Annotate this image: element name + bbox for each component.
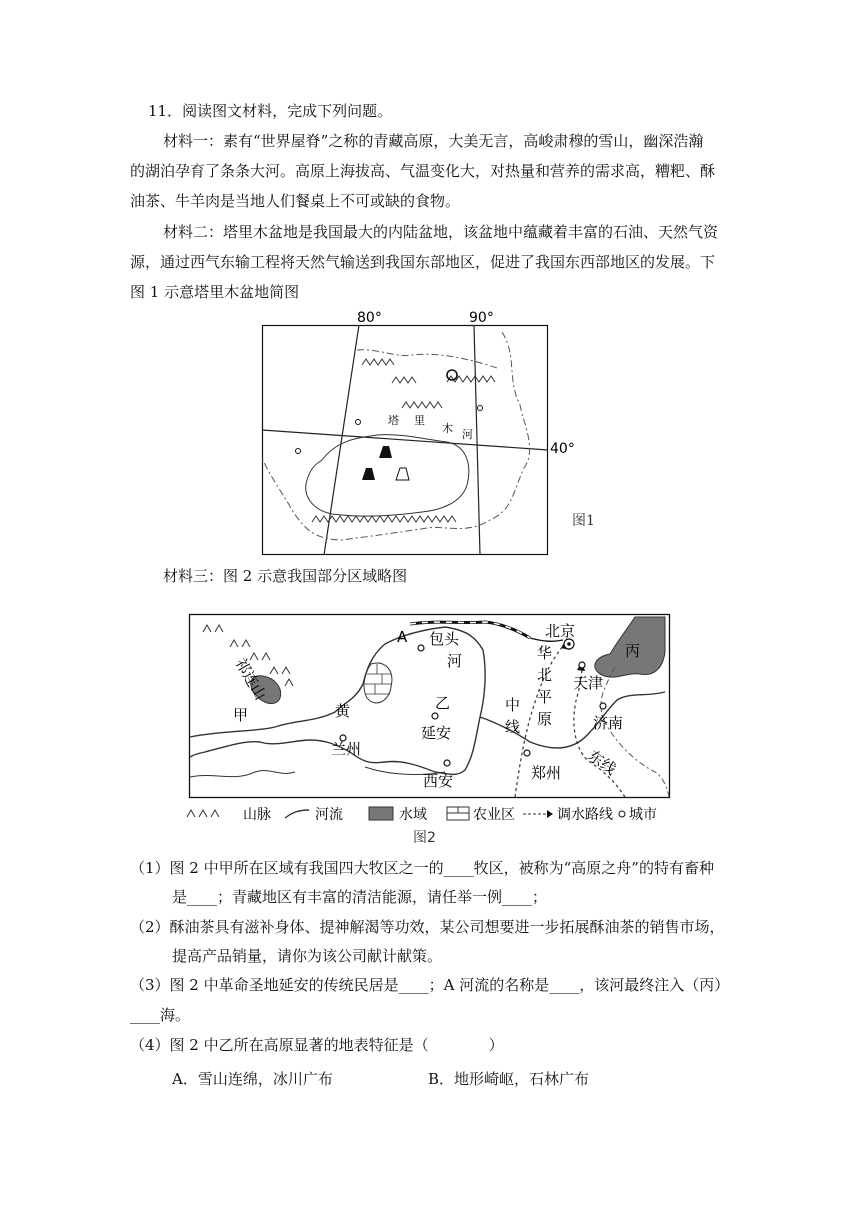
river-char-he: 河 <box>462 428 473 441</box>
label-yi: 乙 <box>435 694 451 712</box>
label-xian-city: 西安 <box>423 772 454 790</box>
label-hua: 华 <box>537 644 553 662</box>
material1-line2: 的湖泊孕育了条条大河。高原上海拔高、气温变化大，对热量和营养的需求高，糟粑、酥 <box>130 162 716 180</box>
river-char-ta: 塔 <box>388 414 399 427</box>
label-bei: 北 <box>537 666 553 684</box>
label-baotou: 包头 <box>429 630 460 648</box>
label-ping: 平 <box>537 688 553 706</box>
lon-90-label: 90° <box>469 310 494 326</box>
label-xian-line: 线 <box>505 718 521 736</box>
label-yuan: 原 <box>537 710 553 728</box>
label-huang: 黄 <box>335 702 351 720</box>
label-lanzhou: 兰州 <box>331 740 362 758</box>
label-he: 河 <box>447 652 463 670</box>
q1-line2: 是____；青藏地区有丰富的清洁能源，请任举一例____； <box>172 888 548 906</box>
figure1-tarim-map <box>262 310 575 555</box>
legend-city: 城市 <box>629 807 657 823</box>
figure2-caption: 图2 <box>413 830 436 846</box>
legend-mountain: 山脉 <box>243 807 271 823</box>
material1-line3: 油茶、牛羊肉是当地人们餐桌上不可或缺的食物。 <box>130 192 461 210</box>
legend-diversion: 调水路线 <box>557 807 613 823</box>
legend-farm: 农业区 <box>473 807 515 823</box>
label-jia: 甲 <box>233 706 249 724</box>
option-b: B．地形崎岖，石林广布 <box>428 1070 590 1088</box>
lon-80-label: 80° <box>357 310 382 326</box>
label-dongxian: 东线 <box>584 746 620 779</box>
label-tianjin: 天津 <box>573 674 604 692</box>
label-jinan: 济南 <box>593 714 624 732</box>
material2-line1: 材料二：塔里木盆地是我国最大的内陆盆地，该盆地中蕴藏着丰富的石油、天然气资 <box>163 223 719 241</box>
label-zhengzhou: 郑州 <box>531 764 562 782</box>
q4-line: （4）图 2 中乙所在高原显著的地表特征是（ ） <box>130 1036 504 1054</box>
material1-line1: 材料一：素有“世界屋脊”之称的青藏高原，大美无言，高峻肃穆的雪山，幽深浩瀚 <box>163 132 704 150</box>
figure2-region-map <box>185 612 680 850</box>
lat-40-label: 40° <box>550 441 575 457</box>
question-number-line: 11．阅读图文材料，完成下列问题。 <box>148 102 393 120</box>
label-yanan: 延安 <box>421 724 452 742</box>
q3-line1: （3）图 2 中革命圣地延安的传统民居是____；A 河流的名称是____，该河最终注入（丙） <box>130 976 730 994</box>
label-a: A <box>397 628 408 646</box>
material2-line2: 源，通过西气东输工程将天然气输送到我国东部地区，促进了我国东西部地区的发展。下 <box>130 253 716 271</box>
material2-line3: 图 1 示意塔里木盆地简图 <box>130 283 300 301</box>
label-bing: 丙 <box>625 642 641 660</box>
river-char-mu: 木 <box>442 422 453 435</box>
q2-line2: 提高产品销量，请你为该公司献计献策。 <box>172 947 443 965</box>
label-beijing: 北京 <box>545 622 576 640</box>
label-zhong: 中 <box>505 696 521 714</box>
figure2-legend <box>187 806 657 823</box>
figure1-caption: 图1 <box>572 513 595 529</box>
legend-water: 水域 <box>399 807 427 823</box>
option-a: A．雪山连绵，冰川广布 <box>172 1070 333 1088</box>
legend-river: 河流 <box>315 807 343 823</box>
river-char-li: 里 <box>414 414 425 427</box>
q3-line2: ____海。 <box>130 1006 191 1024</box>
material3-line: 材料三：图 2 示意我国部分区域略图 <box>163 567 408 585</box>
q2-line1: （2）酥油茶具有滋补身体、提神解渴等功效，某公司想要进一步拓展酥油茶的销售市场， <box>130 918 725 936</box>
q1-line1: （1）图 2 中甲所在区域有我国四大牧区之一的____牧区，被称为“高原之舟”的特有畜种 <box>130 859 714 877</box>
label-qilian: 祁连山 <box>231 655 270 703</box>
